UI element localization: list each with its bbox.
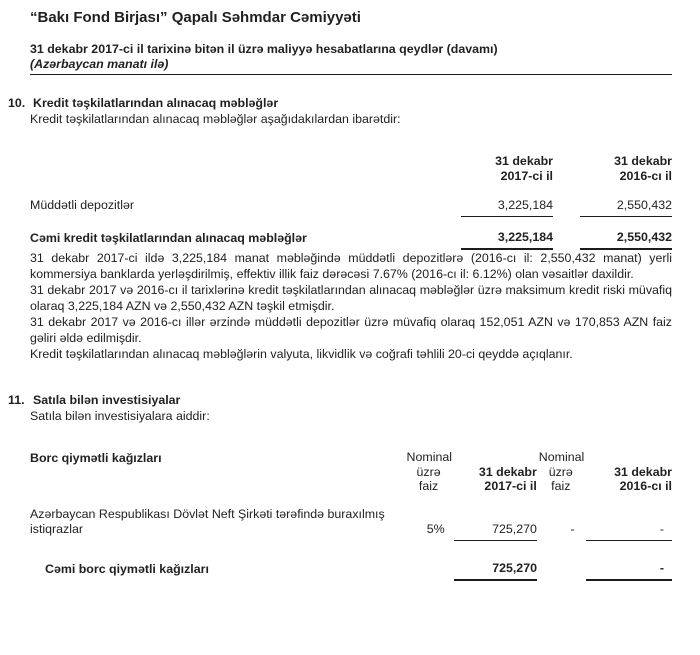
total-value-2016: 2,550,432 xyxy=(580,229,672,250)
investments-table xyxy=(30,450,672,581)
bond-row-label: Azərbaycan Respublikası Dövlət Neft Şirkəti tərəfində buraxılmış istiqrazlar xyxy=(30,506,385,536)
total-label: Cəmi borc qiymətli kağızları xyxy=(45,561,209,576)
company-title: “Bakı Fond Birjası” Qapalı Səhmdar Cəmiyyəti xyxy=(30,9,361,26)
section-11-number: 11. xyxy=(8,393,25,407)
table1-column-header-2017: 31 dekabr 2017-ci il xyxy=(495,154,553,183)
section-10-title: Kredit təşkilatlarından alınacaq məbləğlər xyxy=(33,96,279,110)
section-10-intro: Kredit təşkilatlarından alınacaq məbləğlər aşağıdakılardan ibarətdir: xyxy=(30,112,401,126)
table-row xyxy=(30,507,672,541)
bond-nominal-rate-2017: 5% xyxy=(426,521,445,536)
total-value-2016: - xyxy=(586,560,672,581)
paragraph-credit-risk: 31 dekabr 2017 və 2016-cı il tarixlərinə kredit təşkilatlarından alınacaq məbləğlər üzrə maksimum kredit riski müvafiq olaraq 3,225,184 AZN və 2,550,432 AZN təşkil etmişdir. xyxy=(30,283,672,313)
total-label: Cəmi kredit təşkilatlarından alınacaq məbləğlər xyxy=(30,231,307,245)
table2-nominal-header-2016: Nominal üzrə faiz xyxy=(538,450,585,493)
row-label: Müddətli depozitlər xyxy=(30,198,135,212)
section-11-heading xyxy=(8,392,672,408)
section-11-intro: Satıla bilən investisiyalara aiddir: xyxy=(30,409,210,423)
table1-header-row xyxy=(30,154,672,183)
paragraph-interest-income: 31 dekabr 2017 və 2016-cı illər ərzində müddətli depozitlər üzrə müvafiq olaraq 152,051 AZN və 170,853 AZN faiz gəliri əldə edilmişdir. xyxy=(30,315,672,345)
row-value-2016: 2,550,432 xyxy=(580,197,672,217)
paragraph-note-reference: Kredit təşkilatlarından alınacaq məbləğlərin valyuta, likvidlik və coğrafi təhlili 20-ci qeyddə açıqlanır. xyxy=(30,347,573,361)
total-value-2017: 3,225,184 xyxy=(461,229,553,250)
table1-total-row xyxy=(30,229,672,250)
report-subtitle: 31 dekabr 2017-ci il tarixinə bitən il üzrə maliyyə hesabatlarına qeydlər (davamı) xyxy=(30,42,498,56)
currency-note: (Azərbaycan manatı ilə) xyxy=(30,56,169,71)
section-11-title: Satıla bilən investisiyalar xyxy=(33,393,181,407)
credit-receivables-table xyxy=(30,154,672,250)
table2-column-header-2016: 31 dekabr 2016-cı il xyxy=(614,464,672,493)
table1-header-spacer xyxy=(30,179,434,183)
table2-total-row xyxy=(30,560,672,581)
bond-nominal-rate-2016: - xyxy=(570,521,575,536)
table2-nominal-header-2017: Nominal üzrə faiz xyxy=(406,450,452,493)
table2-label-header: Borc qiymətli kağızları xyxy=(30,451,162,465)
table2-header-row xyxy=(30,450,672,494)
paragraph-deposits-detail: 31 dekabr 2017-ci ildə 3,225,184 manat məbləğində müddətli depozitlərə (2016-cı il: 2,550,432 manat) yerli kommersiya banklarda yerləşdirilmiş, effektiv illik faiz dərəcəsi 7.67% (2016-cı il: 6.12%) olan vəsaitlər daxildir. xyxy=(30,251,672,281)
table2-column-header-2017: 31 dekabr 2017-ci il xyxy=(478,464,537,493)
table-row xyxy=(30,197,672,217)
table1-column-header-2016: 31 dekabr 2016-cı il xyxy=(614,154,672,183)
section-10-number: 10. xyxy=(8,96,26,110)
bond-value-2016: - xyxy=(586,521,672,541)
report-header xyxy=(30,42,672,75)
section-10-heading xyxy=(8,95,672,111)
row-value-2017: 3,225,184 xyxy=(461,197,553,217)
bond-value-2017: 725,270 xyxy=(454,521,537,541)
total-value-2017: 725,270 xyxy=(454,560,537,581)
